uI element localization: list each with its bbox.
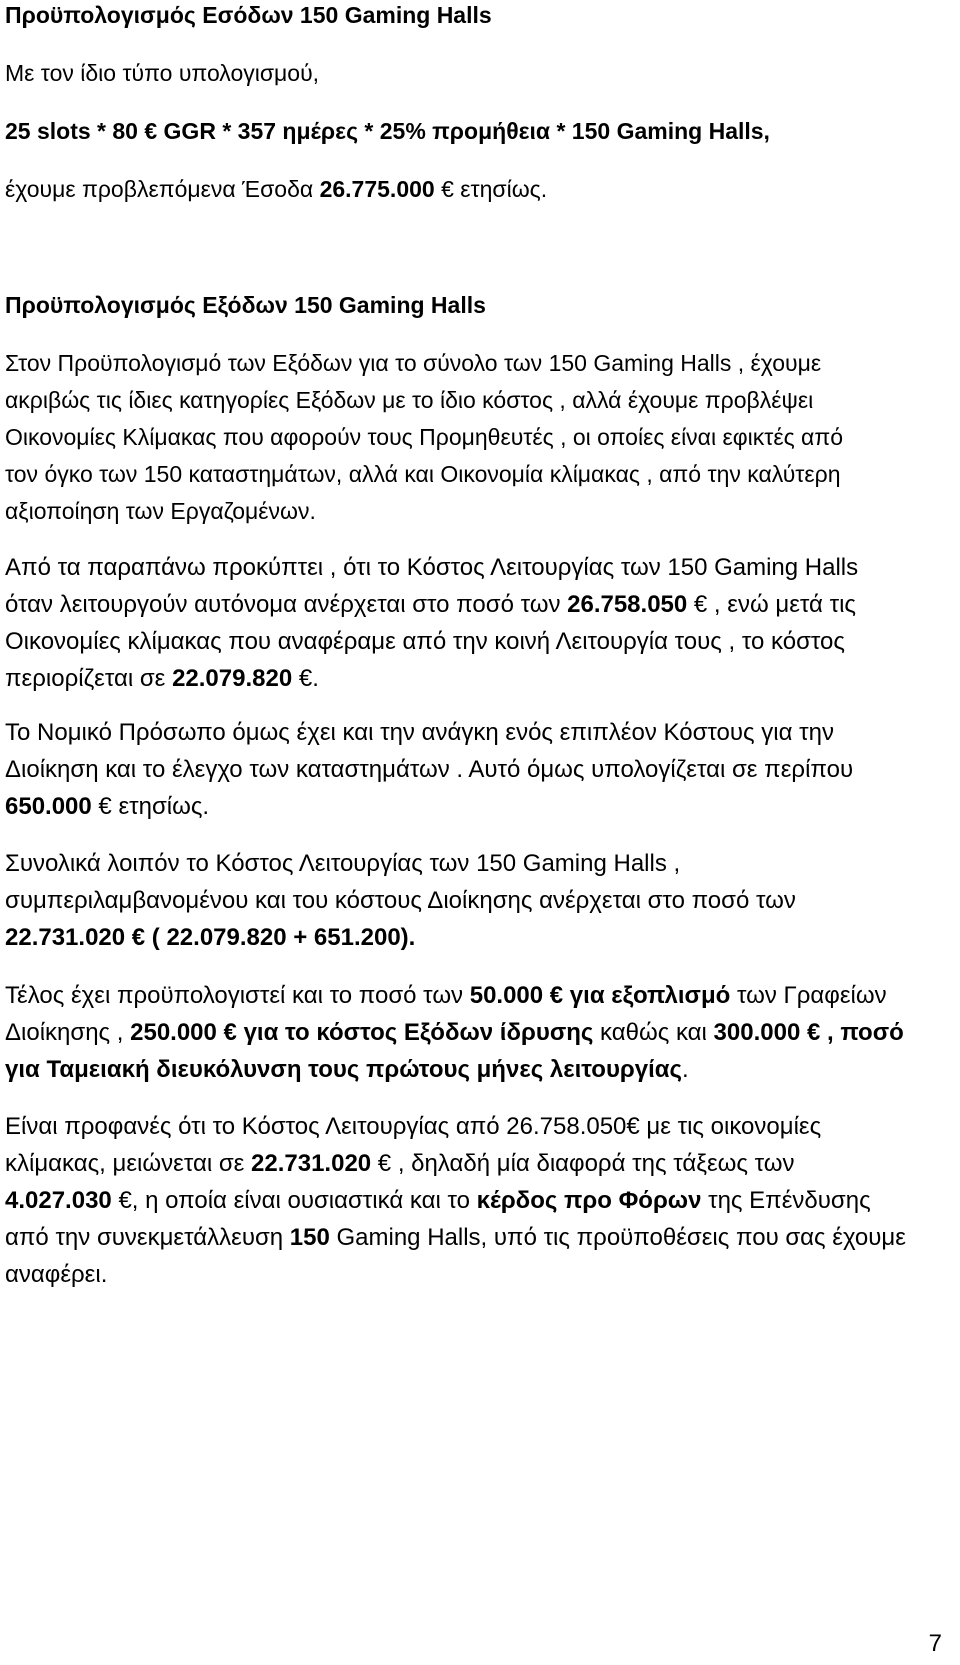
operating-cost-text: περιορίζεται σε [5, 665, 173, 692]
capital-text: Τέλος έχει προϋπολογιστεί και το ποσό των [5, 982, 470, 1009]
total-cost-value: 22.731.020 € ( 22.079.820 + 651.200). [5, 924, 416, 951]
profit-line [5, 1223, 906, 1253]
expenses-paragraph-line: Οικονομίες Κλίμακας που αφορούν τους Προμηθευτές , οι οποίες είναι εφικτές από [5, 424, 844, 450]
admin-cost-line [5, 792, 209, 822]
difference-value: 4.027.030 [5, 1187, 112, 1214]
profit-text: €, η οποία είναι ουσιαστικά και το [111, 1187, 477, 1214]
admin-cost-line: Διοίκηση και το έλεγχο των καταστημάτων . Αυτό όμως υπολογίζεται σε περίπου [5, 756, 854, 783]
operating-cost-line [5, 664, 319, 694]
expenses-paragraph-line: Στον Προϋπολογισμό των Εξόδων για το σύνολο των 150 Gaming Halls , έχουμε [5, 350, 822, 376]
cashflow-amount: 300.000 € , ποσό [713, 1019, 904, 1046]
operating-cost-text: € , ενώ μετά τις [687, 591, 856, 618]
cashflow-purpose: για Ταμειακή διευκόλυνση τους πρώτους μήνες λειτουργίας [5, 1056, 683, 1083]
profit-text: € , δηλαδή μία διαφορά της τάξεως των [371, 1150, 795, 1177]
capital-line [5, 1018, 904, 1048]
establishment-amount: 250.000 € για το κόστος Εξόδων ίδρυσης [130, 1019, 594, 1046]
reduced-cost-value: 22.079.820 [172, 665, 293, 692]
profit-text: Gaming Halls, υπό τις προϋποθέσεις που σας έχουμε [329, 1224, 906, 1251]
pre-tax-profit-label: κέρδος προ Φόρων [476, 1187, 702, 1214]
operating-cost-line [5, 590, 856, 620]
capital-text: των Γραφείων [730, 982, 887, 1009]
expenses-budget-title: Προϋπολογισμός Εξόδων 150 Gaming Halls [5, 292, 486, 318]
capital-text: καθώς και [593, 1019, 714, 1046]
halls-count: 150 [289, 1224, 330, 1251]
equipment-amount: 50.000 € για εξοπλισμό [469, 982, 731, 1009]
profit-line: αναφέρει. [5, 1261, 108, 1288]
revenue-formula: 25 slots * 80 € GGR * 357 ημέρες * 25% προμήθεια * 150 Gaming Halls, [5, 118, 770, 144]
operating-cost-text: όταν λειτουργούν αυτόνομα ανέρχεται στο ποσό των [5, 591, 568, 618]
revenue-result [5, 174, 547, 204]
profit-text: από την συνεκμετάλλευση [5, 1224, 290, 1251]
profit-line: Είναι προφανές ότι το Κόστος Λειτουργίας από 26.758.050€ με τις οικονομίες [5, 1113, 822, 1140]
operating-cost-line: Οικονομίες κλίμακας που αναφέραμε από την κοινή Λειτουργία τους , το κόστος [5, 628, 845, 655]
revenue-intro: Με τον ίδιο τύπο υπολογισμού, [5, 60, 320, 86]
admin-cost-value: 650.000 [5, 793, 92, 820]
capital-line [5, 981, 887, 1011]
profit-line [5, 1149, 795, 1179]
page-number: 7 [928, 1630, 942, 1657]
expenses-paragraph-line: τον όγκο των 150 καταστημάτων, αλλά και Οικονομία κλίμακας , από την καλύτερη [5, 461, 841, 487]
revenue-budget-title: Προϋπολογισμός Εσόδων 150 Gaming Halls [5, 2, 492, 28]
total-cost-line: συμπεριλαμβανομένου και του κόστους Διοίκησης ανέρχεται στο ποσό των [5, 887, 796, 914]
revenue-result-suffix: € ετησίως. [434, 176, 548, 202]
profit-text: κλίμακας, μειώνεται σε [5, 1150, 252, 1177]
operating-cost-line: Από τα παραπάνω προκύπτει , ότι το Κόστος Λειτουργίας των 150 Gaming Halls [5, 554, 859, 581]
admin-cost-line: Το Νομικό Πρόσωπο όμως έχει και την ανάγκη ενός επιπλέον Κόστους για την [5, 719, 834, 746]
admin-cost-text: € ετησίως. [91, 793, 210, 820]
total-cost-line: Συνολικά λοιπόν το Κόστος Λειτουργίας των 150 Gaming Halls , [5, 850, 681, 877]
reduced-total-value: 22.731.020 [251, 1150, 372, 1177]
profit-text: της Επένδυσης [701, 1187, 871, 1214]
capital-text: Διοίκησης , [5, 1019, 131, 1046]
revenue-result-value: 26.775.000 [319, 176, 435, 202]
capital-text: . [682, 1056, 689, 1083]
expenses-paragraph-line: αξιοποίηση των Εργαζομένων. [5, 498, 316, 524]
capital-line [5, 1055, 689, 1085]
operating-cost-text: €. [292, 665, 319, 692]
profit-line [5, 1186, 871, 1216]
revenue-result-prefix: έχουμε προβλεπόμενα Έσοδα [5, 176, 320, 202]
standalone-cost-value: 26.758.050 [567, 591, 688, 618]
expenses-paragraph-line: ακριβώς τις ίδιες κατηγορίες Εξόδων με το ίδιο κόστος , αλλά έχουμε προβλέψει [5, 387, 814, 413]
